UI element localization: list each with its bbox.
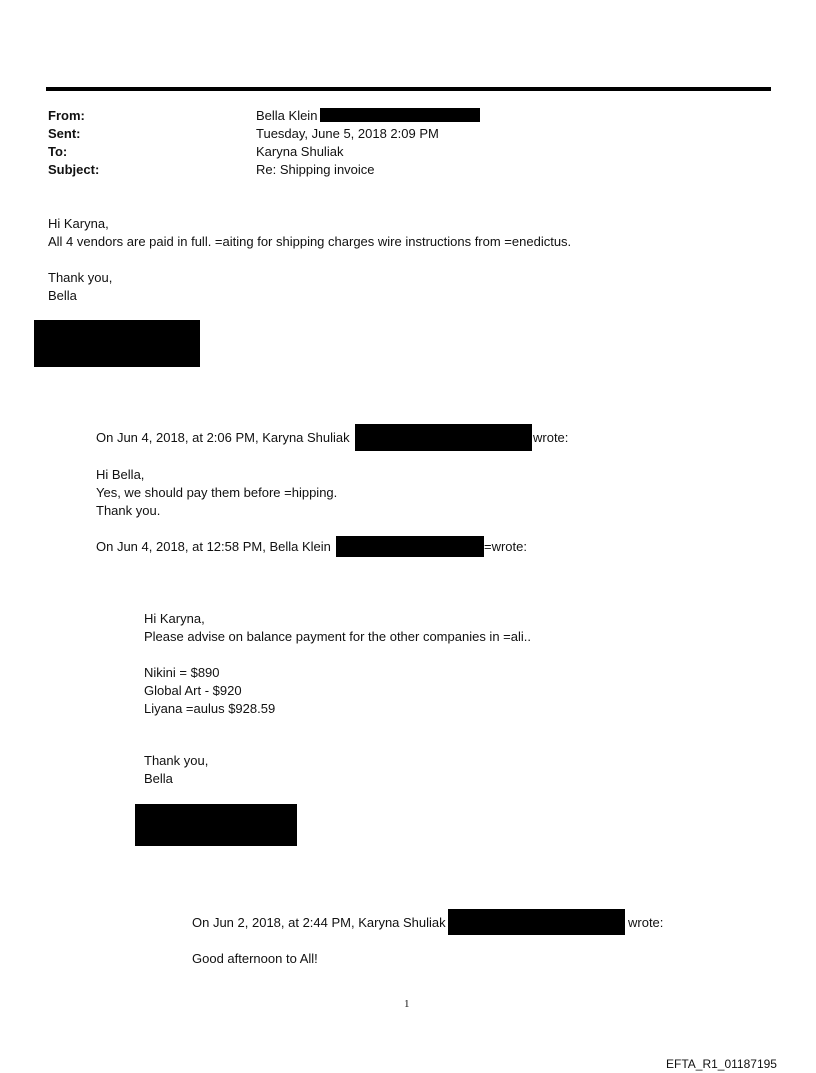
quote1-attribution-prefix: On Jun 4, 2018, at 2:06 PM, Karyna Shuliak [96,430,350,445]
redaction-from-email [320,108,480,122]
message-body: All 4 vendors are paid in full. =aiting for shipping charges wire instructions from =enedictus. [48,234,572,249]
quote2-attribution-suffix: =wrote: [484,539,527,554]
quote2-item: Liyana =aulus $928.59 [144,701,276,716]
quote2-signature: Bella [144,771,173,786]
message-closing: Thank you, [48,270,113,285]
quote2-closing: Thank you, [144,753,209,768]
message-signature: Bella [48,288,77,303]
header-rule [46,87,771,91]
quote2-attribution-prefix: On Jun 4, 2018, at 12:58 PM, Bella Klein [96,539,331,554]
sent-label: Sent: [48,126,81,141]
redaction-quote2-signature-block [135,804,297,846]
to-label: To: [48,144,68,159]
bates-number: EFTA_R1_01187195 [666,1057,777,1071]
quote3-line: Good afternoon to All! [192,951,318,966]
quote1-attribution-suffix: wrote: [533,430,569,445]
to-value: Karyna Shuliak [256,144,344,159]
quote1-attribution [96,429,350,447]
quote2-item: Global Art - $920 [144,683,242,698]
quote3-attribution-prefix: On Jun 2, 2018, at 2:44 PM, Karyna Shuliak [192,915,446,930]
from-value: Bella Klein [256,108,318,123]
quote2-item: Nikini = $890 [144,665,220,680]
page-number: 1 [404,998,410,1010]
quote1-closing: Thank you. [96,503,161,518]
quote2-greeting: Hi Karyna, [144,611,205,626]
quote1-line: Yes, we should pay them before =hipping. [96,485,338,500]
redaction-quote2-email [336,536,484,557]
sent-value: Tuesday, June 5, 2018 2:09 PM [256,126,439,141]
subject-value: Re: Shipping invoice [256,162,375,177]
redaction-quote1-email [355,424,532,451]
quote3-attribution-suffix: wrote: [628,915,664,930]
from-label: From: [48,108,85,123]
message-greeting: Hi Karyna, [48,216,109,231]
redaction-quote3-email [448,909,625,935]
redaction-signature-block [34,320,200,367]
quote2-line: Please advise on balance payment for the other companies in =ali.. [144,629,531,644]
quote1-greeting: Hi Bella, [96,467,145,482]
subject-label: Subject: [48,162,100,177]
